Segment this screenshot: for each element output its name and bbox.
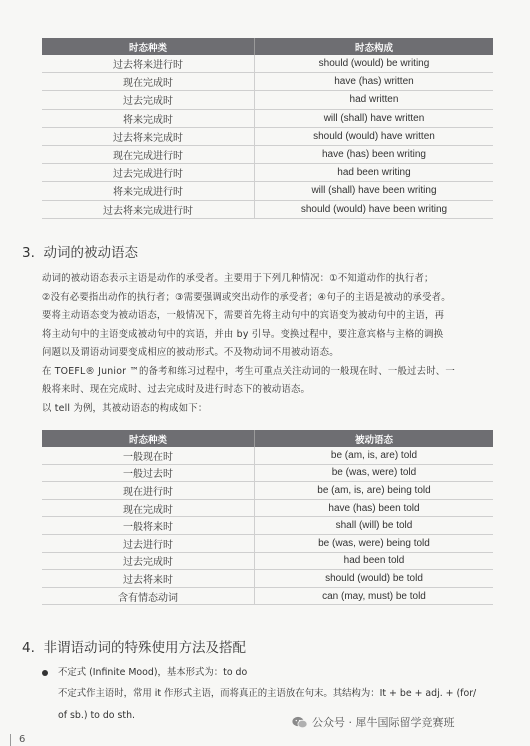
table-header-row [42,430,493,447]
tense-cell: 过去将来完成进行时 [42,200,254,218]
form-cell: should (would) be writing [254,55,493,73]
form-cell: should (would) have been writing [254,200,493,218]
form-cell: will (shall) have been writing [254,182,493,200]
wechat-watermark [292,714,455,730]
tense-cell: 现在进行时 [42,482,254,500]
paragraph-line: 以 tell 为例，其被动语态的构成如下： [42,402,208,414]
form-cell: be (am, is, are) being told [254,482,493,500]
header-tense-type: 时态种类 [42,38,254,55]
tense-cell: 过去进行时 [42,534,254,552]
paragraph-line: 问题以及谓语动词要变成相应的被动形式。不及物动词不用被动语态。 [42,347,339,358]
section-title: 非谓语动词的特殊使用方法及搭配 [43,640,246,656]
tense-cell: 过去将来完成时 [42,127,254,145]
tense-cell: 过去完成进行时 [42,164,254,182]
table-row [42,552,493,570]
tense-table [42,38,493,219]
tense-cell: 一般现在时 [42,447,254,464]
tense-cell: 过去完成时 [42,91,254,109]
table-row [42,587,493,605]
table-row [42,200,493,218]
table-row [42,447,493,464]
table-row [42,182,493,200]
table-row [42,534,493,552]
tense-cell: 过去将来进行时 [42,55,254,73]
table-row [42,464,493,482]
tense-cell: 现在完成进行时 [42,145,254,163]
paragraph-line: ②没有必要指出动作的执行者；③需要强调或突出动作的承受者；④句子的主语是被动的承受者。 [42,291,451,303]
passive-voice-table [42,430,493,605]
paragraph-line: 般将来时、现在完成时、过去完成时及进行时态下的被动语态。 [42,384,311,395]
paragraph-line: 要将主动语态变为被动语态，一般情况下，需要首先将主动句中的宾语变为被动句中的主语，再 [42,310,445,321]
header-tense-form: 时态构成 [254,38,493,55]
tense-cell: 过去完成时 [42,552,254,570]
form-cell: have (has) been writing [254,145,493,163]
table-row [42,91,493,109]
table-row [42,55,493,73]
table-row [42,482,493,500]
watermark-text: 公众号 · 犀牛国际留学竞赛班 [312,716,455,729]
bullet-dot-icon [42,670,48,676]
table-row [42,164,493,182]
table-row [42,570,493,588]
tense-cell: 一般过去时 [42,464,254,482]
table-row [42,127,493,145]
form-cell: had written [254,91,493,109]
table-row [42,145,493,163]
tense-cell: 将来完成进行时 [42,182,254,200]
form-cell: shall (will) be told [254,517,493,535]
form-cell: should (would) be told [254,570,493,588]
table-row [42,517,493,535]
form-cell: have (has) written [254,73,493,91]
tense-cell: 一般将来时 [42,517,254,535]
form-cell: should (would) have written [254,127,493,145]
tense-cell: 现在完成时 [42,499,254,517]
bullet-text: 不定式 (Infinite Mood)，基本形式为：to do [58,667,248,678]
tense-cell: 含有情态动词 [42,587,254,605]
form-cell: have (has) been told [254,499,493,517]
section-number: 4. [22,640,35,656]
section-title: 动词的被动语态 [43,245,138,261]
form-cell: had been told [254,552,493,570]
form-cell: will (shall) have written [254,109,493,127]
table-row [42,73,493,91]
form-cell: be (was, were) being told [254,534,493,552]
form-cell: be (am, is, are) told [254,447,493,464]
section-number: 3. [22,245,35,261]
form-cell: be (was, were) told [254,464,493,482]
wechat-icon [292,716,308,729]
header-passive-form: 被动语态 [254,430,493,447]
paragraph-line: 在 TOEFL® Junior ™的备考和练习过程中，考生可重点关注动词的一般现在时、一般过去时、一 [42,365,455,377]
section-4-heading [22,636,246,656]
paragraph-line: of sb.) to do sth. [58,710,136,721]
page-number: 6 [10,734,25,746]
paragraph-line: 将主动句中的主语变成被动句中的宾语，并由 by 引导。变换过程中，要注意宾格与主格的调换 [42,328,444,340]
table-row [42,499,493,517]
table-header-row [42,38,493,55]
paragraph-line: 不定式作主语时，常用 it 作形式主语，而将真正的主语放在句末。其结构为：It + be + adj. + (for/ [58,688,477,699]
passive-voice-paragraph [42,270,502,418]
form-cell: had been writing [254,164,493,182]
form-cell: can (may, must) be told [254,587,493,605]
table-row [42,109,493,127]
tense-cell: 现在完成时 [42,73,254,91]
tense-cell: 过去将来时 [42,570,254,588]
section-3-heading [22,241,138,261]
header-tense-type: 时态种类 [42,430,254,447]
bullet-item [42,664,247,678]
tense-cell: 将来完成时 [42,109,254,127]
paragraph-line: 动词的被动语态表示主语是动作的承受者。主要用于下列几种情况：①不知道动作的执行者； [42,273,434,284]
